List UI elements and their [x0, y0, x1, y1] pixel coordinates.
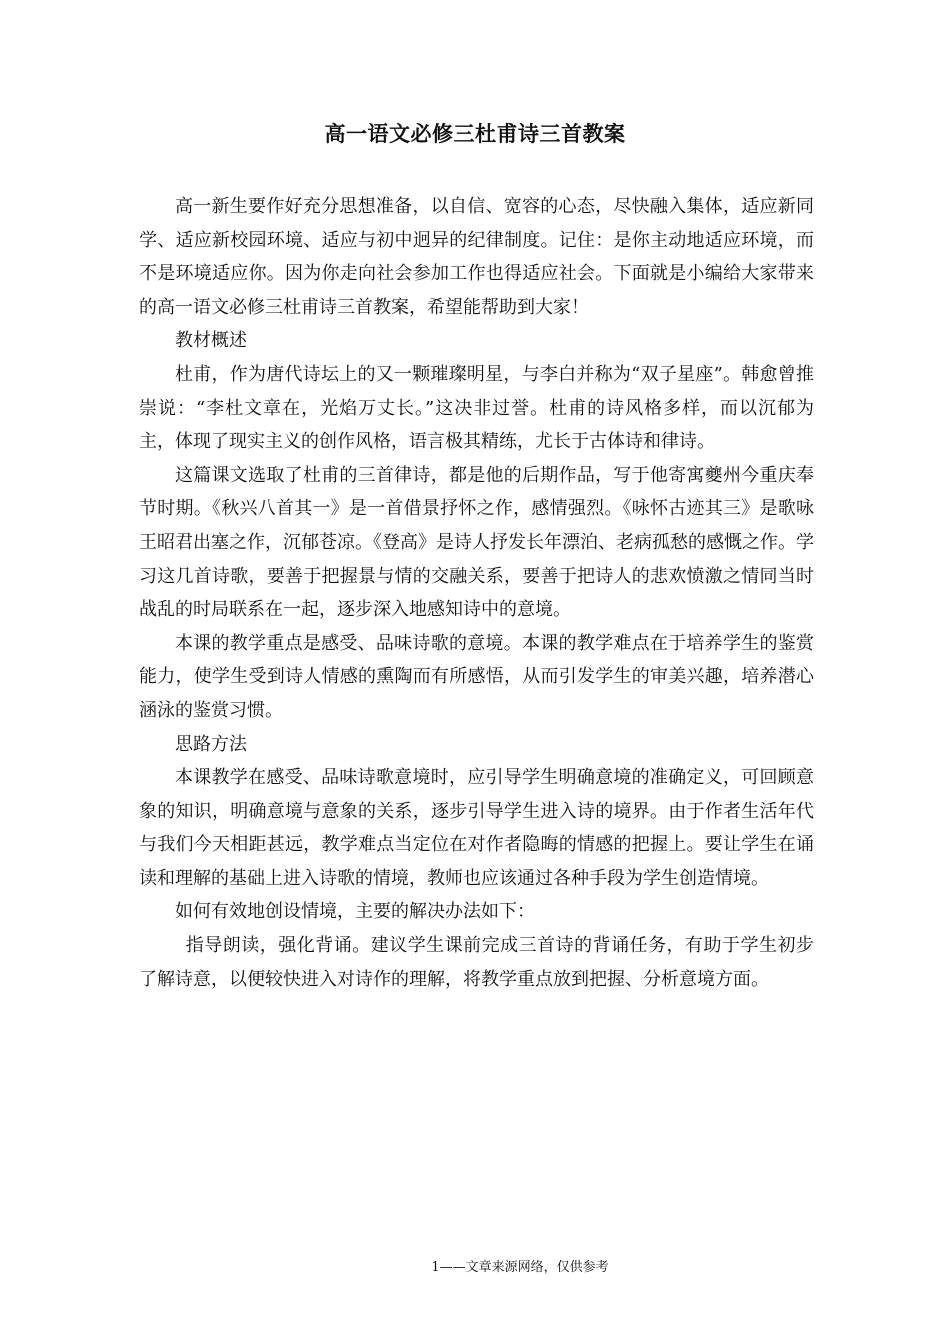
- section-heading-materials: 教材概述: [175, 330, 247, 352]
- body-paragraph: 如何有效地创设情境，主要的解决办法如下：: [175, 901, 535, 923]
- body-paragraph: 这篇课文选取了杜甫的三首律诗，都是他的后期作品，写于他寄寓夔州今重庆奉节时期。《秋兴八首其一》是一首借景抒怀之作，感情强烈。《咏怀古迹其三》是歌咏王昭君出塞之作，沉郁苍凉。《登高》是诗人抒发长年漂泊、老病孤愁的感慨之作。学习这几首诗歌，要善于把握景与情的交融关系，要善于把诗人的悲欢愤激之情同当时战乱的时局联系在一起，逐步深入地感知诗中的意境。: [139, 464, 814, 621]
- body-paragraph: 杜甫，作为唐代诗坛上的又一颗璀璨明星，与李白并称为“双子星座”。韩愈曾推崇说：“李杜文章在，光焰万丈长。”这决非过誉。杜甫的诗风格多样，而以沉郁为主，体现了现实主义的创作风格，语言极其精练，尤长于古体诗和律诗。: [139, 363, 814, 453]
- document-body: [139, 190, 814, 996]
- page-footer: 1——文章来源网络，仅供参考: [431, 1260, 609, 1275]
- body-paragraph: 本课的教学重点是感受、品味诗歌的意境。本课的教学难点在于培养学生的鉴赏能力，使学生受到诗人情感的熏陶而有所感悟，从而引发学生的审美兴趣，培养潜心涵泳的鉴赏习惯。: [139, 632, 814, 721]
- intro-paragraph: 高一新生要作好充分思想准备，以自信、宽容的心态，尽快融入集体，适应新同学、适应新校园环境、适应与初中迥异的纪律制度。记住：是你主动地适应环境，而不是环境适应你。因为你走向社会参加工作也得适应社会。下面就是小编给大家带来的高一语文必修三杜甫诗三首教案，希望能帮助到大家！: [139, 196, 814, 318]
- section-heading-approach: 思路方法: [175, 733, 247, 755]
- body-paragraph: 指导朗读，强化背诵。建议学生课前完成三首诗的背诵任务，有助于学生初步了解诗意，以便较快进入对诗作的理解，将教学重点放到把握、分析意境方面。: [139, 935, 814, 990]
- body-paragraph: 本课教学在感受、品味诗歌意境时，应引导学生明确意境的准确定义，可回顾意象的知识，明确意境与意象的关系，逐步引导学生进入诗的境界。由于作者生活年代与我们今天相距甚远，教学难点当定位在对作者隐晦的情感的把握上。要让学生在诵读和理解的基础上进入诗歌的情境，教师也应该通过各种手段为学生创造情境。: [139, 767, 814, 889]
- document-title: 高一语文必修三杜甫诗三首教案: [324, 122, 626, 146]
